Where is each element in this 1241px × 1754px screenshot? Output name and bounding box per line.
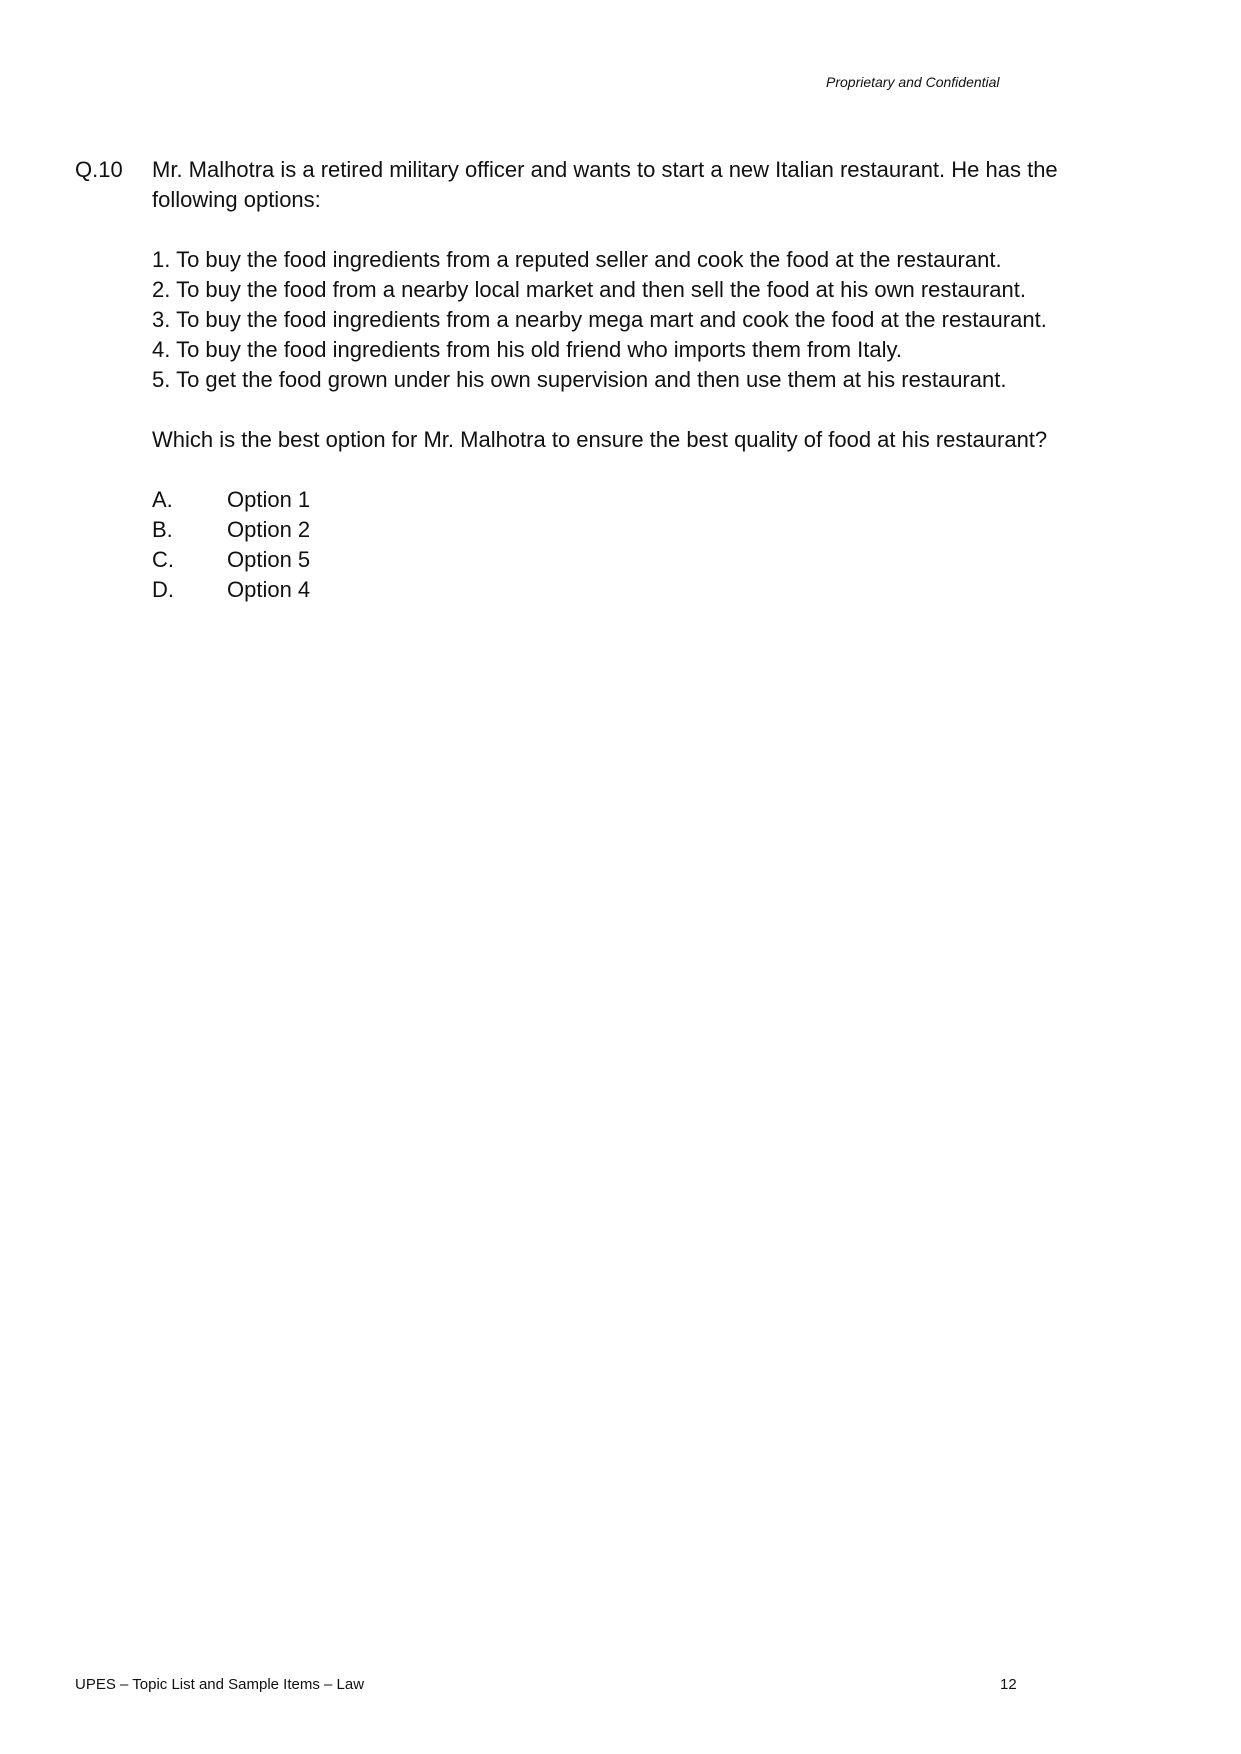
answer-letter: B. <box>152 517 173 542</box>
scenario-option: 5. To get the food grown under his own supervision and then use them at his restaurant. <box>152 367 1007 392</box>
answer-text: Option 4 <box>227 577 311 602</box>
question-stem: Mr. Malhotra is a retired military officer and wants to start a new Italian restaurant. He has the following options: <box>152 157 1058 212</box>
answer-letter: C. <box>152 547 174 572</box>
answer-letter: D. <box>152 577 174 602</box>
scenario-option: 4. To buy the food ingredients from his old friend who imports them from Italy. <box>152 337 902 362</box>
answer-choice-a <box>152 485 1135 515</box>
footer-document-title: UPES – Topic List and Sample Items – Law <box>75 1676 365 1693</box>
answer-choice-c <box>152 545 1135 575</box>
scenario-option: 2. To buy the food from a nearby local market and then sell the food at his own restaurant. <box>152 277 1026 302</box>
answer-letter: A. <box>152 487 173 512</box>
confidential-note: Proprietary and Confidential <box>826 74 1000 90</box>
question-number: Q.10 <box>75 157 123 182</box>
question-body <box>152 155 1135 605</box>
question-block <box>75 155 1135 605</box>
question-prompt: Which is the best option for Mr. Malhotra to ensure the best quality of food at his restaurant? <box>152 427 1048 452</box>
answer-choice-d <box>152 575 1135 605</box>
answer-text: Option 5 <box>227 547 311 572</box>
scenario-option: 1. To buy the food ingredients from a reputed seller and cook the food at the restaurant. <box>152 247 1002 272</box>
footer-page-number: 12 <box>1000 1676 1017 1693</box>
answer-text: Option 1 <box>227 487 311 512</box>
scenario-options-list <box>152 245 1135 395</box>
answer-text: Option 2 <box>227 517 311 542</box>
answer-choices <box>152 485 1135 605</box>
scenario-option: 3. To buy the food ingredients from a nearby mega mart and cook the food at the restaurant. <box>152 307 1047 332</box>
answer-choice-b <box>152 515 1135 545</box>
